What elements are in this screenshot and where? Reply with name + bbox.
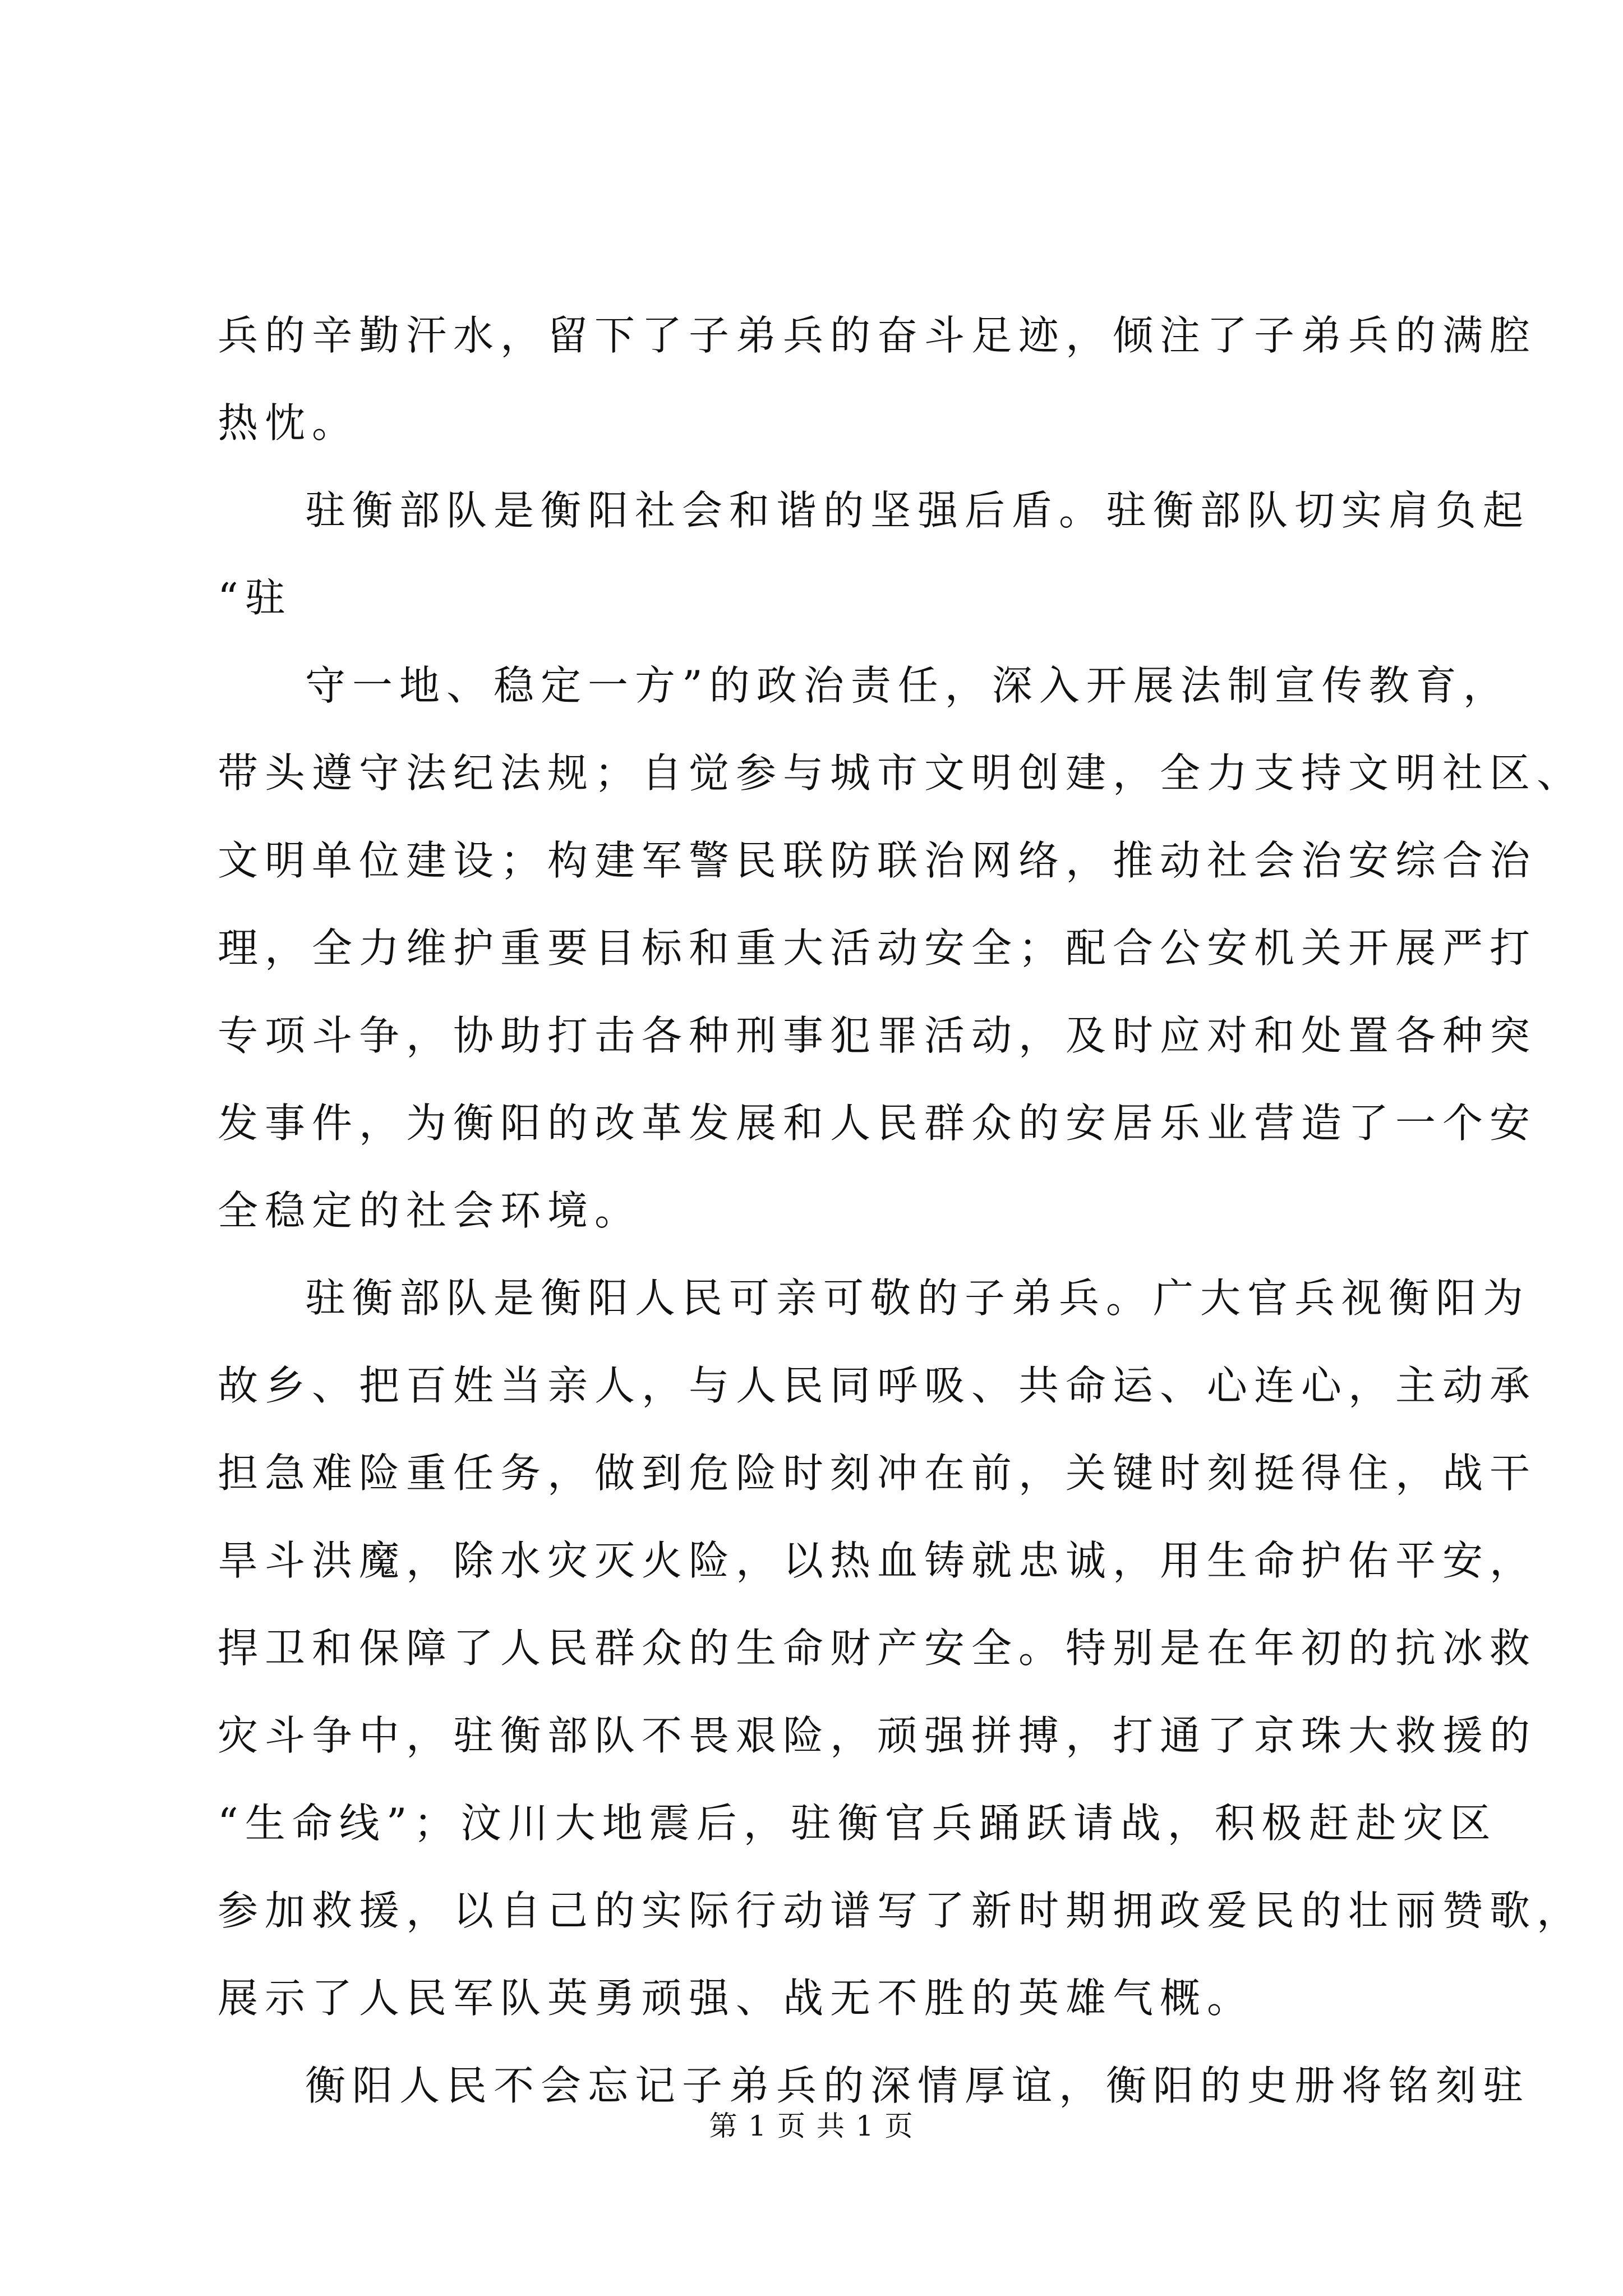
text-line: 驻衡部队是衡阳人民可亲可敬的子弟兵。广大官兵视衡阳为 <box>305 1274 1530 1322</box>
text-line: 热忱。 <box>218 399 359 447</box>
text-line: “生命线”；汶川大地震后，驻衡官兵踊跃请战，积极赶赴灾区 <box>218 1800 1497 1847</box>
document-body <box>218 292 1584 2129</box>
text-line: 衡阳人民不会忘记子弟兵的深情厚谊，衡阳的史册将铭刻驻 <box>305 2062 1530 2109</box>
text-line: 灾斗争中，驻衡部队不畏艰险，顽强拼搏，打通了京珠大救援的 <box>218 1712 1537 1759</box>
text-line: “驻 <box>218 574 292 622</box>
text-line: 兵的辛勤汗水，留下了子弟兵的奋斗足迹，倾注了子弟兵的满腔 <box>218 312 1537 359</box>
text-line: 发事件，为衡阳的改革发展和人民群众的安居乐业营造了一个安 <box>218 1099 1537 1147</box>
text-line: 担急难险重任务，做到危险时刻冲在前，关键时刻挺得住，战干 <box>218 1450 1537 1497</box>
text-line: 参加救援，以自己的实际行动谱写了新时期拥政爱民的壮丽赞歌， <box>218 1887 1584 1934</box>
text-line: 全稳定的社会环境。 <box>218 1187 642 1234</box>
text-line: 守一地、稳定一方”的政治责任，深入开展法制宣传教育， <box>305 662 1510 709</box>
text-line: 文明单位建设；构建军警民联防联治网络，推动社会治安综合治 <box>218 837 1537 884</box>
text-line: 故乡、把百姓当亲人，与人民同呼吸、共命运、心连心，主动承 <box>218 1362 1537 1409</box>
page-footer: 第 1 页 共 1 页 <box>709 2110 914 2142</box>
text-line: 旱斗洪魔，除水灾灭火险，以热血铸就忠诚，用生命护佑平安， <box>218 1537 1537 1584</box>
text-line: 专项斗争，协助打击各种刑事犯罪活动，及时应对和处置各种突 <box>218 1012 1537 1059</box>
text-line: 带头遵守法纪法规；自觉参与城市文明创建，全力支持文明社区、 <box>218 749 1584 797</box>
text-line: 捍卫和保障了人民群众的生命财产安全。特别是在年初的抗冰救 <box>218 1625 1537 1672</box>
text-line: 理，全力维护重要目标和重大活动安全；配合公安机关开展严打 <box>218 924 1537 972</box>
text-line: 展示了人民军队英勇顽强、战无不胜的英雄气概。 <box>218 1975 1255 2022</box>
text-line: 驻衡部队是衡阳社会和谐的坚强后盾。驻衡部队切实肩负起 <box>305 487 1530 534</box>
